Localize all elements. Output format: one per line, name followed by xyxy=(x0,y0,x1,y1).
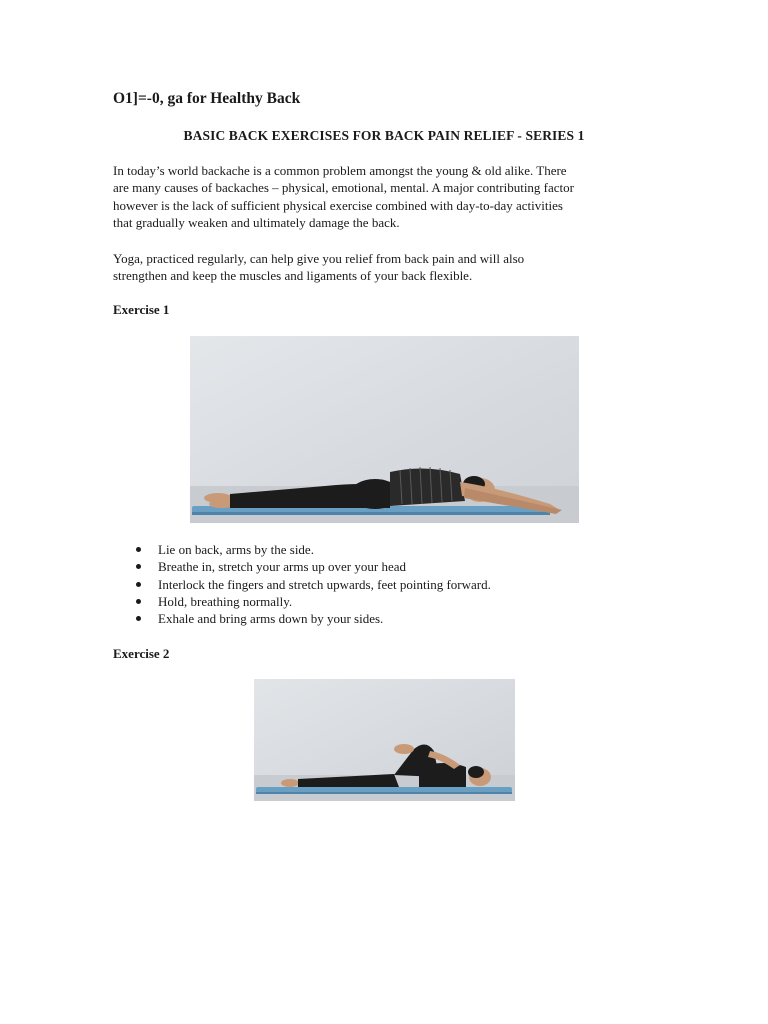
yoga-line: Yoga, practiced regularly, can help give you relief from back pain and will also xyxy=(113,251,525,266)
exercise-2-photo xyxy=(254,679,515,801)
list-item xyxy=(113,610,491,627)
intro-line: are many causes of backaches – physical, emotional, mental. A major contributing factor xyxy=(113,180,574,196)
page-title: O1]=-0, ga for Healthy Back xyxy=(113,90,301,107)
intro-line: In today’s world backache is a common problem amongst the young & old alike. There xyxy=(113,163,567,178)
intro-line: however is the lack of sufficient physical exercise combined with day-to-day activities xyxy=(113,197,563,213)
step-text: Breathe in, stretch your arms up over your head xyxy=(158,559,407,575)
list-item xyxy=(113,593,491,610)
exercise-2-heading: Exercise 2 xyxy=(113,646,170,661)
step-text: Lie on back, arms by the side. xyxy=(158,542,314,557)
bullet-icon xyxy=(136,582,141,587)
exercise-1-photo xyxy=(190,336,579,523)
list-item xyxy=(113,558,491,575)
list-item xyxy=(113,541,491,558)
exercise-1-heading: Exercise 1 xyxy=(113,302,170,317)
bullet-icon xyxy=(136,599,141,604)
intro-paragraph xyxy=(113,162,653,231)
intro-line: that gradually weaken and ultimately damage the back. xyxy=(113,214,400,230)
exercise-1-steps xyxy=(113,541,491,627)
step-text: Interlock the fingers and stretch upwards, feet pointing forward. xyxy=(158,576,491,592)
step-text: Hold, breathing normally. xyxy=(158,593,293,609)
page-subtitle: BASIC BACK EXERCISES FOR BACK PAIN RELIEF - SERIES 1 xyxy=(183,128,585,143)
step-text: Exhale and bring arms down by your sides. xyxy=(158,611,384,627)
bullet-icon xyxy=(136,616,141,621)
yoga-paragraph xyxy=(113,250,653,285)
bullet-icon xyxy=(136,564,141,569)
list-item xyxy=(113,576,491,593)
bullet-icon xyxy=(136,547,141,552)
yoga-line: strengthen and keep the muscles and ligaments of your back flexible. xyxy=(113,268,473,284)
